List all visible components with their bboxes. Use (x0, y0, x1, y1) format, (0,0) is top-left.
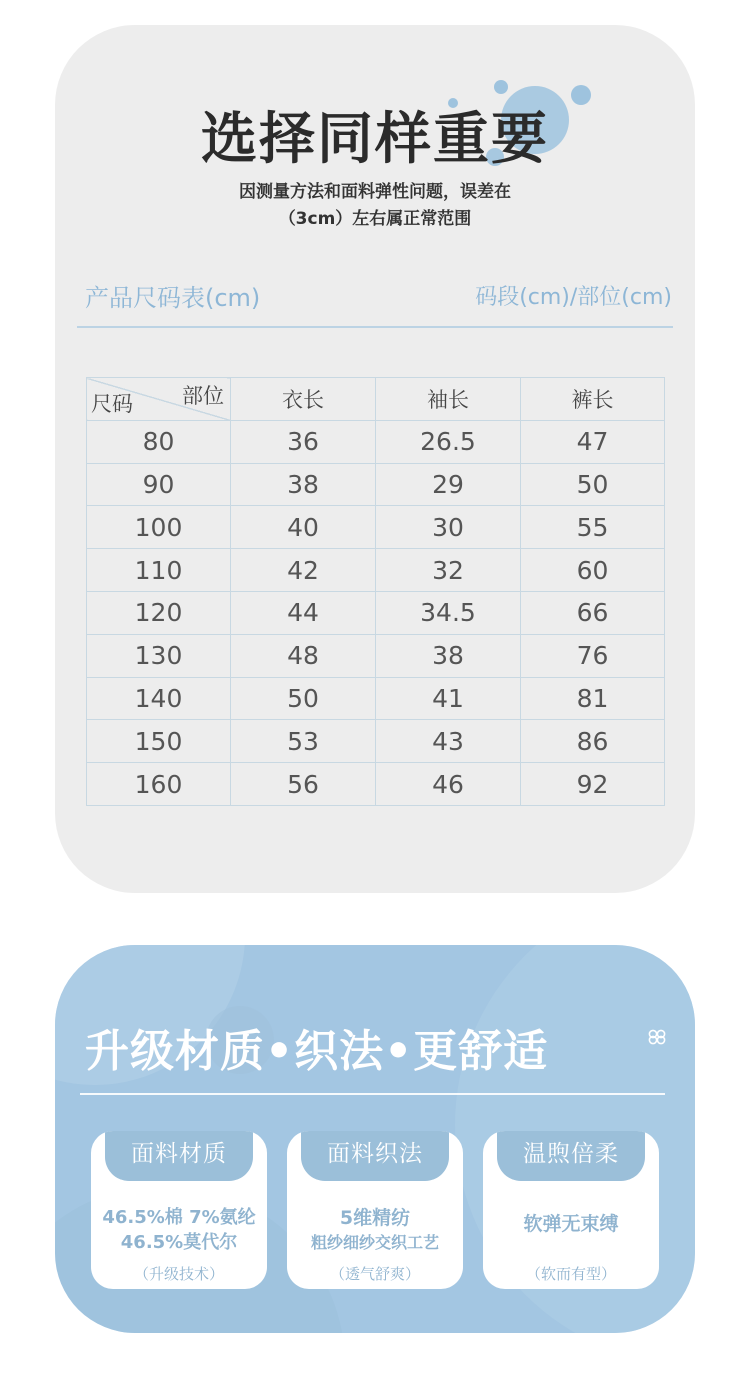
measurement-cell: 40 (231, 506, 376, 549)
size-cell: 140 (87, 677, 231, 720)
material-divider (80, 1093, 665, 1095)
column-header: 衣长 (231, 378, 376, 421)
table-row (87, 463, 665, 506)
table-row (87, 420, 665, 463)
table-row (87, 549, 665, 592)
size-table-label: 产品尺码表(cm) (85, 284, 261, 312)
column-header: 袖长 (376, 378, 521, 421)
measurement-cell: 46 (376, 763, 521, 806)
measurement-cell: 29 (376, 463, 521, 506)
measurement-cell: 76 (521, 634, 665, 677)
measurement-cell: 38 (231, 463, 376, 506)
measurement-cell: 81 (521, 677, 665, 720)
measurement-cell: 34.5 (376, 591, 521, 634)
feature-heading: 面料材质 (105, 1131, 253, 1181)
table-header-row (87, 378, 665, 421)
feature-note: （升级技术） (133, 1265, 224, 1283)
size-cell: 80 (87, 420, 231, 463)
size-unit-label: 码段(cm)/部位(cm) (475, 285, 672, 310)
subtitle-line-1: 因测量方法和面料弹性问题，误差在 (239, 182, 511, 202)
measurement-cell: 50 (231, 677, 376, 720)
measurement-cell: 56 (231, 763, 376, 806)
corner-label-size: 尺码 (91, 391, 133, 416)
link-icon (647, 1029, 667, 1045)
feature-note: （软而有型） (525, 1265, 616, 1283)
measurement-cell: 60 (521, 549, 665, 592)
feature-card-weave (287, 1131, 463, 1289)
measurement-cell: 44 (231, 591, 376, 634)
measurement-cell: 36 (231, 420, 376, 463)
table-row (87, 720, 665, 763)
feature-text: 46.5%棉 7%氨纶 (102, 1207, 256, 1228)
feature-text: 粗纱细纱交织工艺 (310, 1233, 439, 1252)
measurement-cell: 41 (376, 677, 521, 720)
material-title: 升级材质•织法•更舒适 (85, 1026, 549, 1077)
table-row (87, 634, 665, 677)
measurement-cell: 38 (376, 634, 521, 677)
table-row (87, 677, 665, 720)
page-title: 选择同样重要 (201, 107, 549, 172)
feature-heading: 温煦倍柔 (497, 1131, 645, 1181)
section-divider (77, 326, 673, 328)
measurement-cell: 32 (376, 549, 521, 592)
table-row (87, 506, 665, 549)
measurement-cell: 30 (376, 506, 521, 549)
measurement-cell: 50 (521, 463, 665, 506)
size-chart-card (55, 25, 695, 893)
size-cell: 120 (87, 591, 231, 634)
feature-card-softness (483, 1131, 659, 1289)
measurement-cell: 53 (231, 720, 376, 763)
table-row (87, 763, 665, 806)
size-table (86, 377, 665, 806)
measurement-cell: 55 (521, 506, 665, 549)
size-cell: 100 (87, 506, 231, 549)
size-cell: 160 (87, 763, 231, 806)
measurement-cell: 48 (231, 634, 376, 677)
measurement-cell: 86 (521, 720, 665, 763)
material-card (55, 945, 695, 1333)
measurement-cell: 26.5 (376, 420, 521, 463)
feature-text: 软弹无束缚 (523, 1213, 619, 1235)
measurement-cell: 66 (521, 591, 665, 634)
measurement-cell: 47 (521, 420, 665, 463)
size-cell: 150 (87, 720, 231, 763)
feature-text: 5维精纺 (339, 1207, 411, 1229)
subtitle-line-2: （3cm）左右属正常范围 (278, 209, 472, 229)
measurement-cell: 43 (376, 720, 521, 763)
size-cell: 90 (87, 463, 231, 506)
feature-note: （透气舒爽） (329, 1265, 420, 1283)
table-corner-cell (87, 378, 231, 421)
feature-text: 46.5%莫代尔 (120, 1232, 238, 1253)
feature-card-fabric (91, 1131, 267, 1289)
size-cell: 130 (87, 634, 231, 677)
corner-label-part: 部位 (182, 384, 224, 408)
measurement-cell: 42 (231, 549, 376, 592)
measurement-cell: 92 (521, 763, 665, 806)
feature-heading: 面料织法 (301, 1131, 449, 1181)
column-header: 裤长 (521, 378, 665, 421)
size-cell: 110 (87, 549, 231, 592)
table-row (87, 591, 665, 634)
